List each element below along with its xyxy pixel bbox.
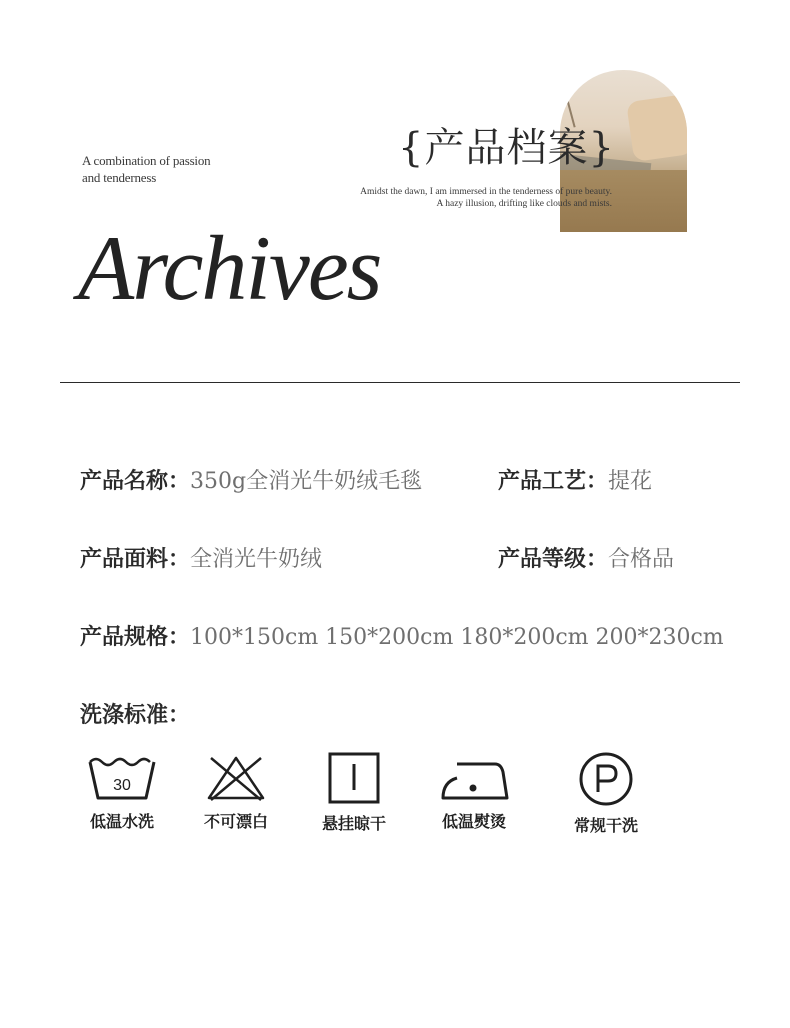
spec-grade bbox=[498, 544, 674, 575]
tagline-line-2: and tenderness bbox=[82, 170, 157, 185]
care-item-wash bbox=[82, 752, 162, 832]
plant-decor bbox=[563, 81, 604, 128]
low-iron-icon bbox=[437, 752, 511, 802]
wash-30-icon bbox=[86, 752, 158, 802]
care-label-wash: 低温水洗 bbox=[89, 812, 154, 831]
spec-grade-value: 合格品 bbox=[608, 547, 675, 572]
archives-heading: Archives bbox=[78, 217, 381, 319]
care-label-bleach: 不可漂白 bbox=[203, 812, 268, 831]
spec-fabric-value: 全消光牛奶绒 bbox=[190, 547, 323, 572]
care-label-iron: 低温熨烫 bbox=[441, 812, 506, 831]
spec-fabric bbox=[80, 544, 322, 575]
care-item-dryclean bbox=[566, 752, 646, 836]
spec-craft bbox=[498, 466, 652, 497]
spec-name bbox=[80, 466, 422, 497]
divider bbox=[60, 382, 740, 383]
tagline bbox=[82, 152, 210, 186]
spec-size bbox=[80, 622, 724, 653]
care-item-dry bbox=[314, 752, 394, 834]
subtitle-line-1: Amidst the dawn, I am immersed in the tenderness of pure beauty. bbox=[360, 187, 612, 197]
spec-name-value: 350g全消光牛奶绒毛毯 bbox=[190, 469, 423, 494]
care-item-iron bbox=[434, 752, 514, 832]
subtitle-line-2: A hazy illusion, drifting like clouds and mists. bbox=[436, 199, 612, 209]
care-label-dryclean: 常规干洗 bbox=[573, 816, 638, 835]
spec-care-label: 洗涤标准： bbox=[80, 702, 191, 728]
care-item-bleach bbox=[196, 752, 276, 832]
care-label-dry: 悬挂晾干 bbox=[321, 814, 386, 833]
page-title: {产品档案} bbox=[398, 125, 615, 171]
subtitle bbox=[340, 186, 612, 210]
spec-craft-value: 提花 bbox=[608, 469, 653, 494]
spec-name-label: 产品名称： bbox=[80, 468, 191, 494]
spec-care bbox=[80, 700, 190, 731]
dry-clean-p-icon bbox=[576, 752, 636, 806]
pillow-shape bbox=[626, 94, 687, 162]
tagline-line-1: A combination of passion bbox=[82, 153, 211, 168]
hang-dry-icon bbox=[326, 752, 382, 804]
wash-temp: 30 bbox=[113, 777, 131, 794]
spec-grade-label: 产品等级： bbox=[498, 546, 609, 572]
no-bleach-icon bbox=[201, 752, 271, 802]
spec-fabric-label: 产品面料： bbox=[80, 546, 191, 572]
spec-size-value: 100*150cm 150*200cm 180*200cm 200*230cm bbox=[190, 625, 724, 650]
spec-craft-label: 产品工艺： bbox=[498, 468, 609, 494]
spec-size-label: 产品规格： bbox=[80, 624, 191, 650]
